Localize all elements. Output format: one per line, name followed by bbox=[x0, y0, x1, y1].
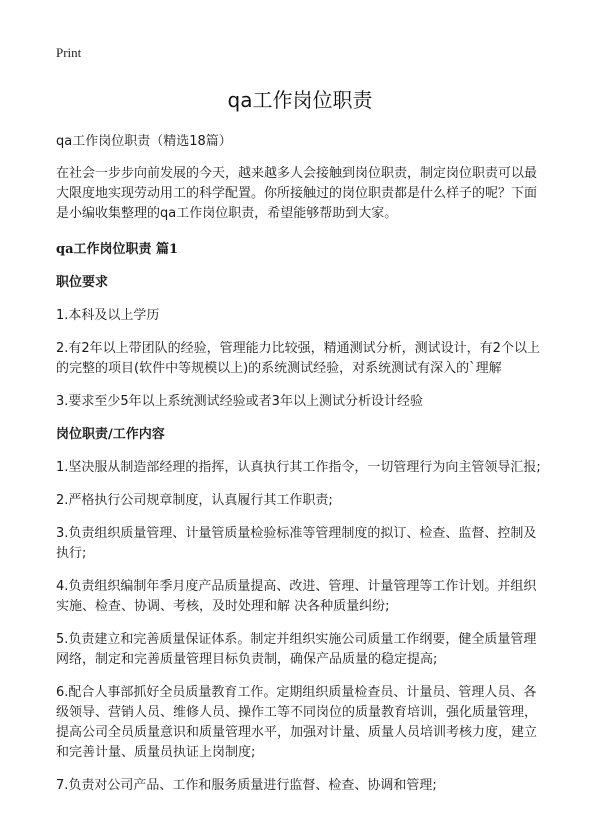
duty-item: 2.严格执行公司规章制度，认真履行其工作职责; bbox=[56, 493, 333, 508]
duty-item: 3.负责组织质量管理、计量管质量检验标准等管理制度的拟订、检查、监督、控制及执行; bbox=[56, 526, 537, 561]
intro-paragraph: 在社会一步步向前发展的今天，越来越多人会接触到岗位职责，制定岗位职责可以最大限度地实现劳动用工的科学配置。你所接触过的岗位职责都是什么样子的呢？下面是小编收集整理的qa工作岗位职责，希望能够帮助到大家。 bbox=[56, 166, 538, 221]
duty-item: 4.负责组织编制年季月度产品质量提高、改进、管理、计量管理等工作计划。并组织实施、检查、协调、考核，及时处理和解 决各种质量纠纷; bbox=[56, 579, 537, 614]
duty-item: 7.负责对公司产品、工作和服务质量进行监督、检查、协调和管理; bbox=[56, 778, 437, 793]
requirement-item: 3.要求至少5年以上系统测试经验或者3年以上测试分析设计经验 bbox=[56, 394, 423, 409]
document-subtitle: qa工作岗位职责（精选18篇） bbox=[56, 134, 232, 149]
duty-item: 1.坚决服从制造部经理的指挥，认真执行其工作指令，一切管理行为向主管领导汇报; bbox=[56, 460, 541, 475]
duties-heading: 岗位职责/工作内容 bbox=[56, 427, 165, 442]
document-title: qa工作岗位职责 bbox=[227, 88, 373, 112]
requirement-item: 1.本科及以上学历 bbox=[56, 308, 160, 323]
duty-item: 6.配合人事部抓好全员质量教育工作。定期组织质量检查员、计量员、管理人员、各级领导、营销人员、维修人员、操作工等不同岗位的质量教育培训，强化质量管理，提高公司全员质量意识和质量管理水平，加强对计量、质量人员培训考核力度，建立和完善计量、质量员执证上岗制度; bbox=[56, 685, 538, 760]
duty-item: 5.负责建立和完善质量保证体系。制定并组织实施公司质量工作纲要，健全质量管理网络，制定和完善质量管理目标负责制，确保产品质量的稳定提高; bbox=[56, 632, 537, 667]
print-label[interactable]: Print bbox=[56, 45, 82, 60]
requirement-item: 2.有2年以上带团队的经验，管理能力比较强，精通测试分析，测试设计，有2个以上的完整的项目(软件中等规模以上)的系统测试经验，对系统测试有深入的`理解 bbox=[56, 341, 540, 376]
section-heading-article-1: qa工作岗位职责 篇1 bbox=[56, 242, 179, 257]
requirements-heading: 职位要求 bbox=[56, 275, 109, 290]
